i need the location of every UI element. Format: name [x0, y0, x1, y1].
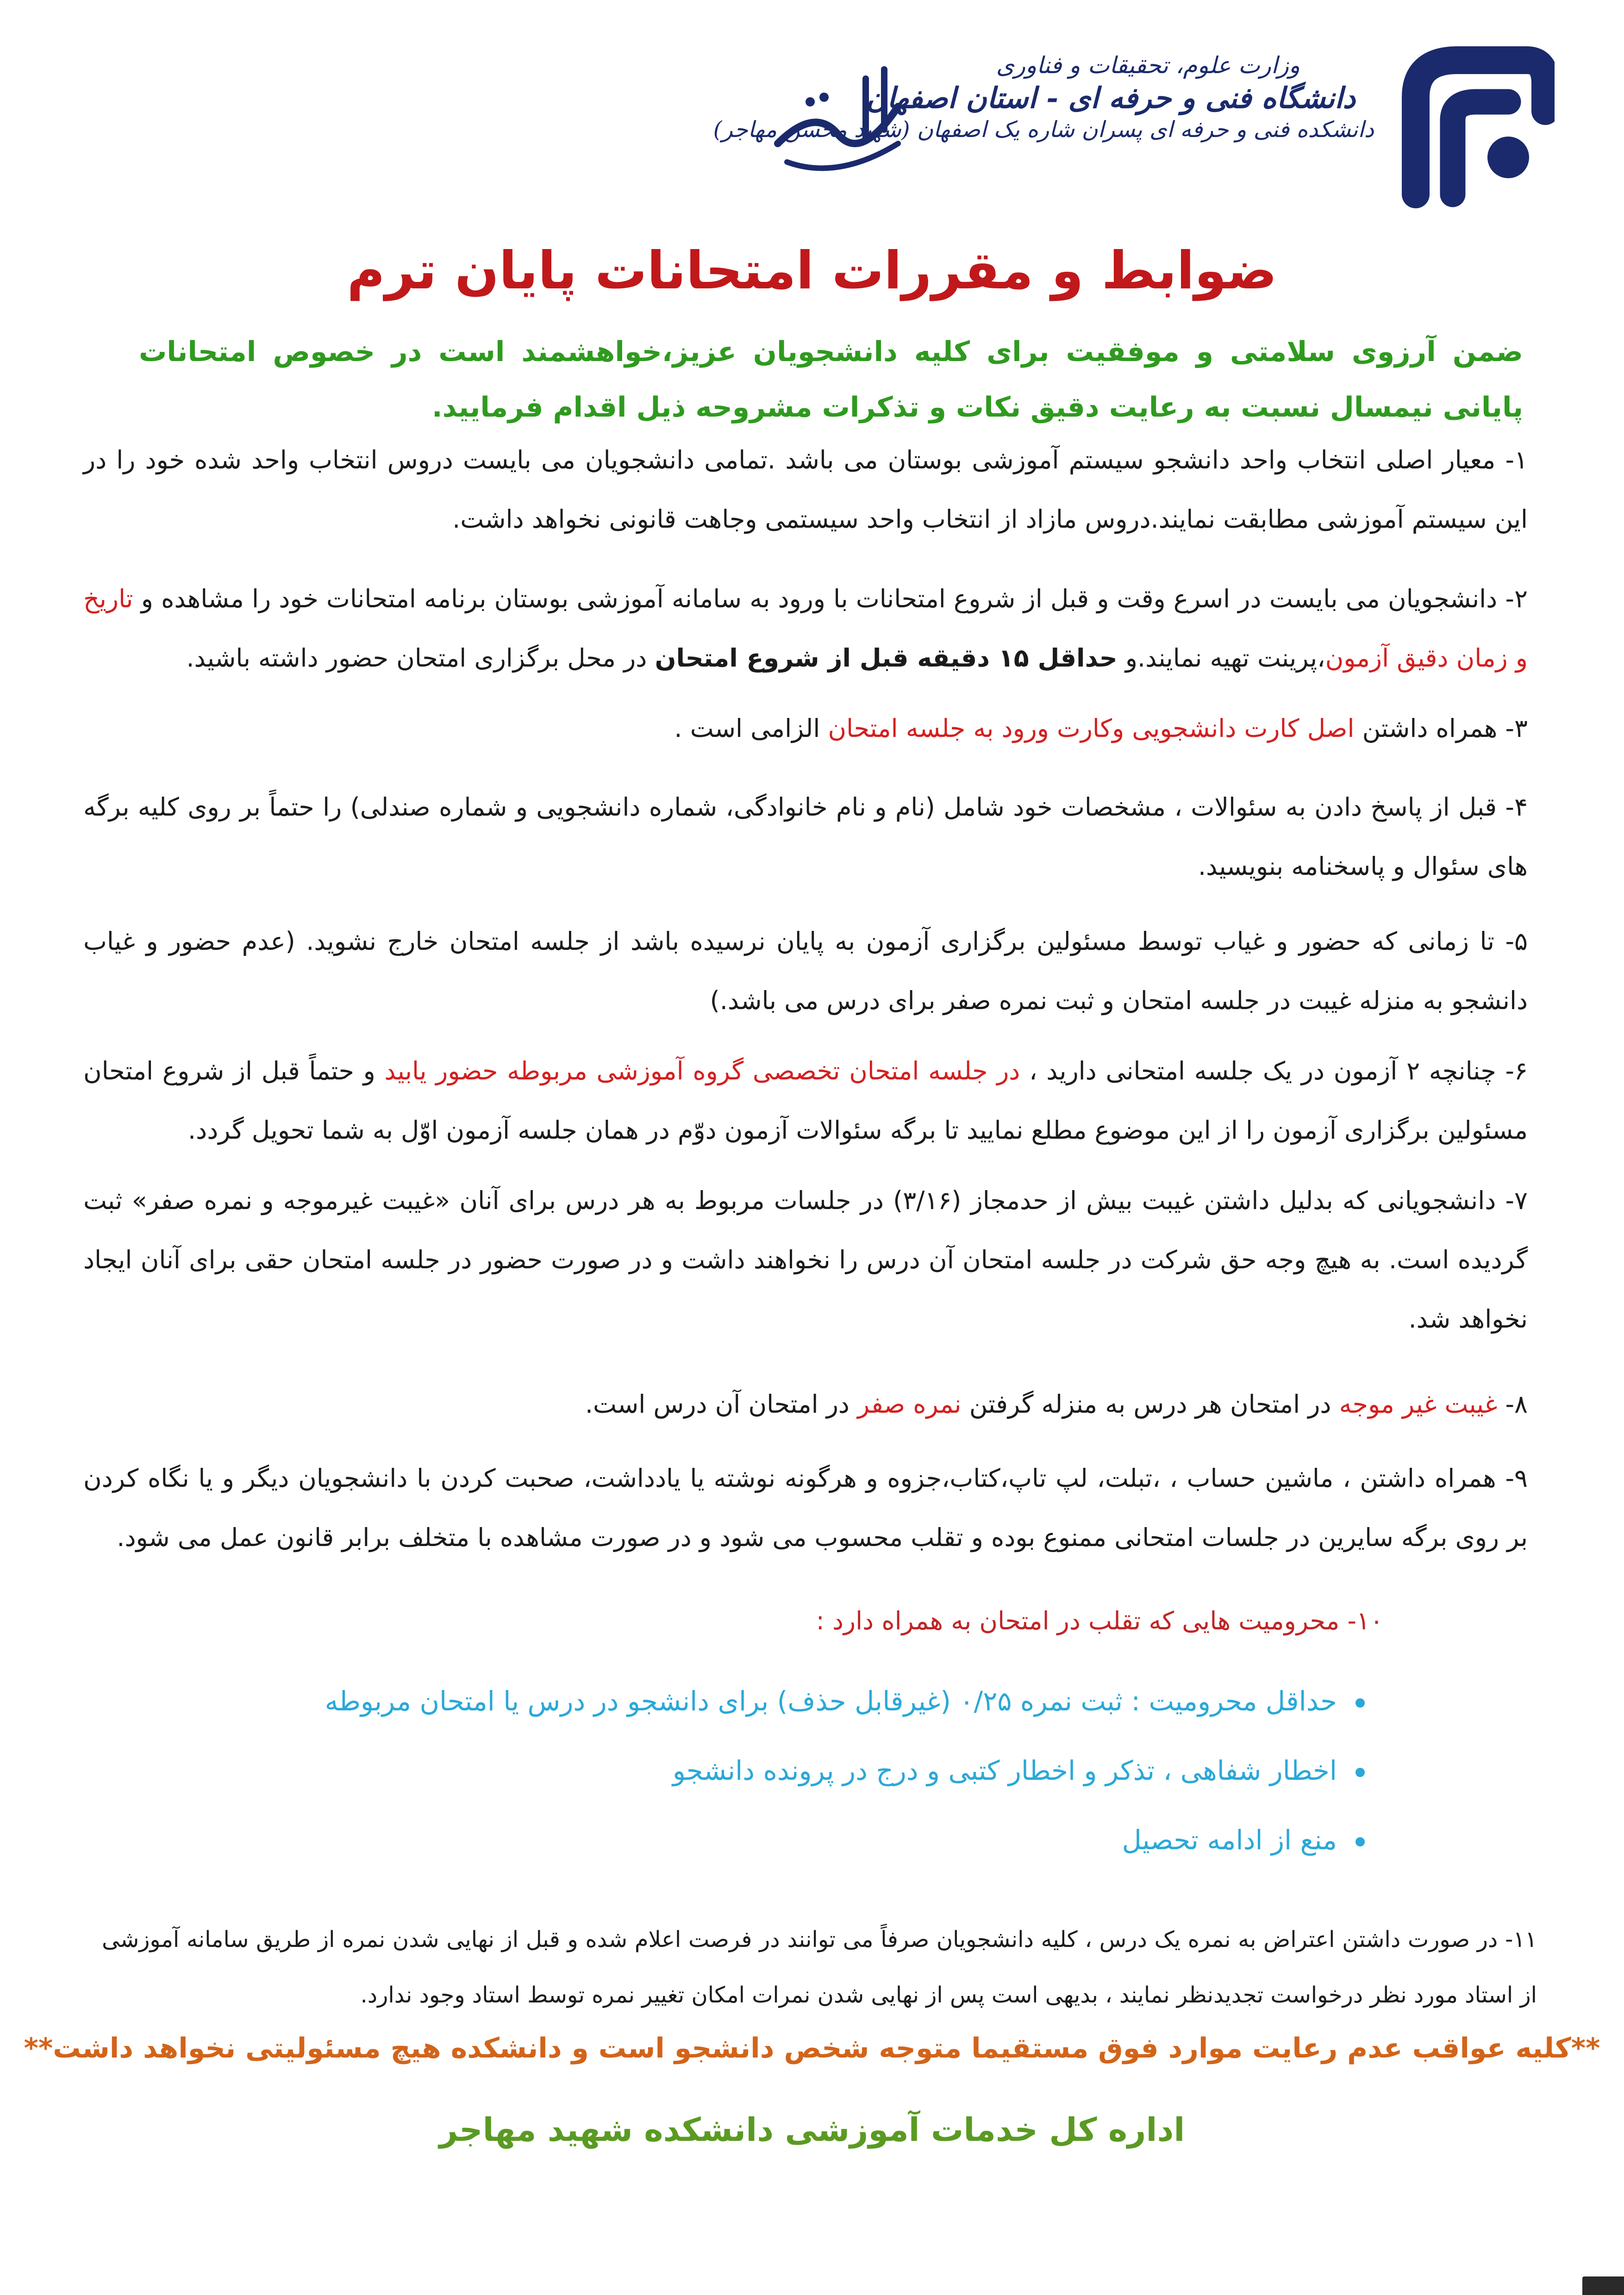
rule-3-text-a: ۳- همراه داشتن: [1354, 714, 1528, 743]
rule-4: ۴- قبل از پاسخ دادن به سئوالات ، مشخصات خود شامل (نام و نام خانوادگی، شماره دانشجویی و شماره صندلی) را حتماً بر روی کلیه برگه های سئوال و پاسخنامه بنویسید.: [83, 792, 1528, 881]
rule-8-highlight-1: غیبت غیر موجه: [1339, 1390, 1498, 1419]
rule-6-text-a: ۶- چنانچه ۲ آزمون در یک جلسه امتحانی دارید ،: [1020, 1056, 1528, 1085]
rule-3-text-b: الزامی است .: [674, 714, 828, 743]
rule-5: ۵- تا زمانی که حضور و غیاب توسط مسئولین برگزاری آزمون به پایان نرسیده باشد از جلسه امتحان خارج نشوید. (عدم حضور و غیاب دانشجو به منزله غیبت در جلسه امتحان و ثبت نمره صفر برای درس می باشد.): [83, 927, 1528, 1015]
rule-2-text-a: ۲- دانشجویان می بایست در اسرع وقت و قبل از شروع امتحانات با ورود به سامانه آموزشی بوستان برنامه امتحانات خود را مشاهده و: [133, 584, 1528, 613]
rule-1: ۱- معیار اصلی انتخاب واحد دانشجو سیستم آموزشی بوستان می باشد .تمامی دانشجویان می بایست دروس انتخاب واحد شده خود را در این سیستم آموزشی مطابقت نمایند.دروس مازاد از انتخاب واحد سیستمی وجاهت قانونی نخواهد داشت.: [83, 445, 1528, 534]
list-item: [138, 1736, 1365, 1805]
penalties-list: [138, 1666, 1365, 1875]
corner-badge: [1582, 2276, 1624, 2295]
warning-note: **کلیه عواقب عدم رعایت موارد فوق مستقیما متوجه شخص دانشجو است و دانشکده هیچ مسئولیتی نخواهد داشت**: [24, 2032, 1600, 2064]
university-logo: [1388, 42, 1555, 208]
rule-6-text-b: و حتماً قبل از شروع امتحان مسئولین برگزاری آزمون را از این موضوع مطلع نمایید تا برگه سئوالات آزمون دوّم در همان جلسه آزمون اوّل به شما تحویل گردد.: [83, 1056, 1528, 1145]
bullet-icon: [1355, 1768, 1365, 1777]
rule-9: ۹- همراه داشتن ، ماشین حساب ، ،تبلت، لپ تاپ،کتاب،جزوه و هرگونه نوشته یا یادداشت، صحبت کردن با دانشجویان دیگر و یا نگاه کردن بر روی برگه سایرین در جلسات امتحانی ممنوع بوده و تقلب محسوب می شود و در صورت مشاهده با متخلف برابر قانون عمل می شود.: [83, 1464, 1528, 1552]
rule-2-text-c: در محل برگزاری امتحان حضور داشته باشید.: [186, 643, 655, 673]
penalty-text: حداقل محرومیت : ثبت نمره ۰/۲۵ (غیرقابل حذف) برای دانشجو در درس یا امتحان مربوطه: [325, 1685, 1337, 1717]
rule-8-highlight-2: نمره صفر: [857, 1390, 962, 1419]
penalty-text: منع از ادامه تحصیل: [1122, 1824, 1337, 1856]
rule-2: [83, 569, 1528, 688]
list-item: [138, 1666, 1365, 1736]
penalty-text: اخطار شفاهی ، تذکر و اخطار کتبی و درج در پرونده دانشجو: [672, 1755, 1337, 1786]
rule-8-text-b: در امتحان هر درس به منزله گرفتن: [961, 1390, 1339, 1419]
rule-2-highlight: تاریخ و زمان دقیق آزمون: [83, 584, 1528, 673]
rule-10-heading: ۱۰- محرومیت هایی که تقلب در امتحان به همراه دارد :: [816, 1606, 1383, 1635]
rule-3: [674, 699, 1528, 758]
rule-11: ۱۱- در صورت داشتن اعتراض به نمره یک درس ، کلیه دانشجویان صرفاً می توانند در فرصت اعلام شده و قبل از نهایی شدن نمره از طریق سامانه آموزشی از استاد مورد نظر درخواست تجدیدنظر نمایند ، بدیهی است پس از نهایی شدن نمرات امکان تغییر نمره توسط استاد وجود ندارد.: [102, 1927, 1537, 2008]
rule-6-highlight: در جلسه امتحان تخصصی گروه آموزشی مربوطه حضور یابید: [384, 1056, 1020, 1085]
rule-2-bold: حداقل ۱۵ دقیقه قبل از شروع امتحان: [655, 643, 1118, 673]
intro-paragraph: ضمن آرزوی سلامتی و موفقیت برای کلیه دانشجویان عزیز،خواهشمند است در خصوص امتحانات پایانی نیمسال نسبت به رعایت دقیق نکات و تذکرات مشروحه ذیل اقدام فرمایید.: [139, 336, 1523, 424]
rule-7: ۷- دانشجویانی که بدلیل داشتن غیبت بیش از حدمجاز (۳/۱۶) در جلسات مربوط به هر درس برای آنان «غیبت غیرموجه و نمره صفر» ثبت گردیده است. به هیچ وجه حق شرکت در جلسه امتحان آن درس را نخواهند داشت و در صورت حضور در جلسه امتحان حقی برای آنان ایجاد نخواهد شد.: [83, 1186, 1528, 1334]
header: [0, 0, 1624, 222]
faculty-name: دانشکده فنی و حرفه ای پسران شاره یک اصفهان (شهید محسن مهاجر): [713, 117, 1374, 143]
invocation-calligraphy: [759, 51, 917, 190]
invocation-calligraphy-icon: [759, 51, 917, 190]
rule-8-text-c: در امتحان آن درس است.: [585, 1390, 858, 1419]
organization-lines: [713, 51, 1374, 143]
rule-3-highlight: اصل کارت دانشجویی وکارت ورود به جلسه امتحان: [828, 714, 1355, 743]
bullet-icon: [1355, 1837, 1365, 1846]
rule-2-text-b: ،پرینت تهیه نمایند.و: [1117, 643, 1325, 673]
bullet-icon: [1355, 1698, 1365, 1708]
university-name: دانشگاه فنی و حرفه ای - استان اصفهان: [866, 81, 1355, 115]
list-item: [138, 1805, 1365, 1875]
university-logo-icon: [1388, 42, 1555, 208]
footer-signature: اداره کل خدمات آموزشی دانشکده شهید مهاجر: [439, 2111, 1185, 2149]
page-title: ضوابط و مقررات امتحانات پایان ترم: [347, 241, 1277, 301]
rule-8: [585, 1375, 1528, 1434]
rule-6: [83, 1041, 1528, 1160]
rule-8-text-a: ۸-: [1497, 1390, 1528, 1419]
ministry-name: وزارت علوم، تحقیقات و فناوری: [996, 52, 1300, 79]
